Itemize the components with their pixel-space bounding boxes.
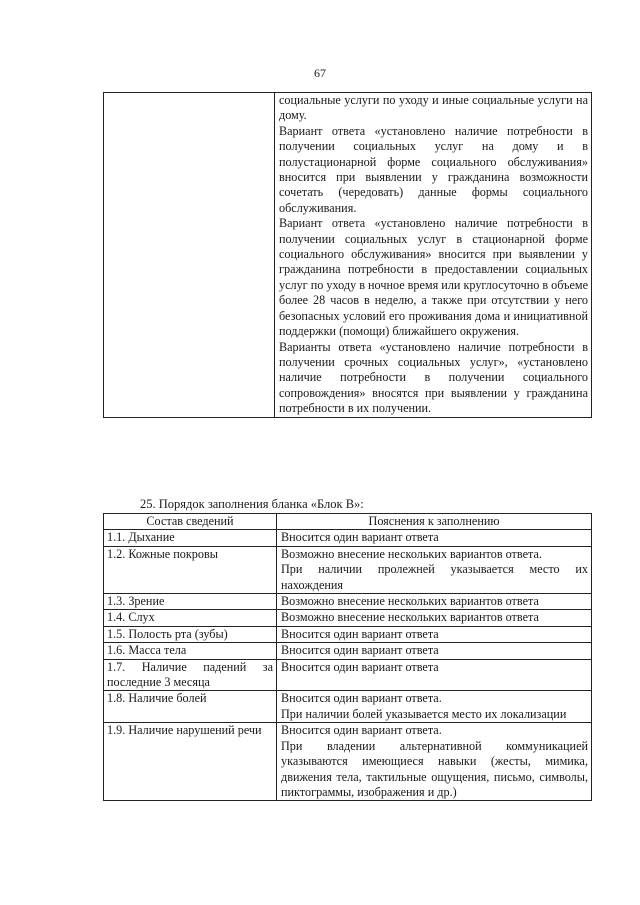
note-cell <box>277 530 592 546</box>
note-text: Вносится один вариант ответа <box>281 530 439 545</box>
table-header-row <box>104 514 592 530</box>
page-number: 67 <box>314 66 326 80</box>
note-cell <box>277 643 592 659</box>
column-header: Пояснения к заполнению <box>277 514 592 530</box>
table-row <box>104 643 592 659</box>
note-text: При владении альтернативной коммуникацией указываются имеющиеся навыки (жесты, мимика, движения тела, тактильные ощущения, письмо, символы, пиктограммы, изображения и др.) <box>281 738 588 799</box>
note-text: Возможно внесение нескольких вариантов ответа <box>281 594 539 609</box>
item-cell: 1.1. Дыхание <box>104 530 277 546</box>
column-header: Состав сведений <box>104 514 277 530</box>
empty-cell <box>104 93 275 418</box>
item-cell: 1.8. Наличие болей <box>104 691 277 723</box>
table-row <box>104 723 592 801</box>
item-cell: 1.9. Наличие нарушений речи <box>104 723 277 801</box>
table-row <box>104 546 592 593</box>
item-cell: 1.3. Зрение <box>104 594 277 610</box>
table-row <box>104 93 592 418</box>
note-text: Вносится один вариант ответа <box>281 659 439 674</box>
note-cell <box>277 723 592 801</box>
item-cell: 1.2. Кожные покровы <box>104 546 277 593</box>
note-cell <box>277 546 592 593</box>
explanation-paragraph: Вариант ответа «установлено наличие потребности в получении социальных услуг на дому и в полустационарной форме социального обслуживания» вносится при выявлении у гражданина возможности сочетать (чередовать) данные формы социального обслуживания. <box>279 123 588 215</box>
note-cell <box>277 659 592 691</box>
table-row <box>104 610 592 626</box>
explanation-cell <box>275 93 592 418</box>
note-text: При наличии болей указывается место их локализации <box>281 706 567 721</box>
table-row <box>104 530 592 546</box>
item-cell: 1.7. Наличие падений за последние 3 месяца <box>104 659 277 691</box>
item-cell: 1.6. Масса тела <box>104 643 277 659</box>
note-text: Вносится один вариант ответа <box>281 643 439 658</box>
table-row <box>104 659 592 691</box>
table-row <box>104 691 592 723</box>
note-cell <box>277 594 592 610</box>
item-cell: 1.5. Полость рта (зубы) <box>104 626 277 642</box>
explanation-paragraph: социальные услуги по уходу и иные социальные услуги на дому. <box>279 93 588 123</box>
note-cell <box>277 610 592 626</box>
note-text: При наличии пролежней указывается место их нахождения <box>281 562 588 592</box>
item-cell: 1.4. Слух <box>104 610 277 626</box>
block-b-table <box>103 513 592 801</box>
note-cell <box>277 691 592 723</box>
note-text: Вносится один вариант ответа. <box>281 723 442 738</box>
explanation-paragraph: Вариант ответа «установлено наличие потребности в получении социальных услуг в стационарной форме социального обслуживания» вносится при выявлении у гражданина потребности в предоставлении социальных услуг по уходу в ночное время или круглосуточно в объеме более 28 часов в неделю, а также при отсутствии у него безопасных условий его проживания дома и инициативной поддержки (помощи) ближайшего окружения. <box>279 216 588 339</box>
note-cell <box>277 626 592 642</box>
note-text: Возможно внесение нескольких вариантов ответа. <box>281 546 542 561</box>
continued-table <box>103 92 592 418</box>
explanation-paragraph: Варианты ответа «установлено наличие потребности в получении срочных социальных услуг», «установлено наличие потребности в получении социального сопровождения» вносятся при выявлении у гражданина потребности в их получении. <box>279 339 588 416</box>
note-text: Вносится один вариант ответа <box>281 626 439 641</box>
note-text: Возможно внесение нескольких вариантов ответа <box>281 610 539 625</box>
note-text: Вносится один вариант ответа. <box>281 691 442 706</box>
table-row <box>104 626 592 642</box>
block-b-heading: 25. Порядок заполнения бланка «Блок В»: <box>140 497 364 511</box>
table-row <box>104 594 592 610</box>
